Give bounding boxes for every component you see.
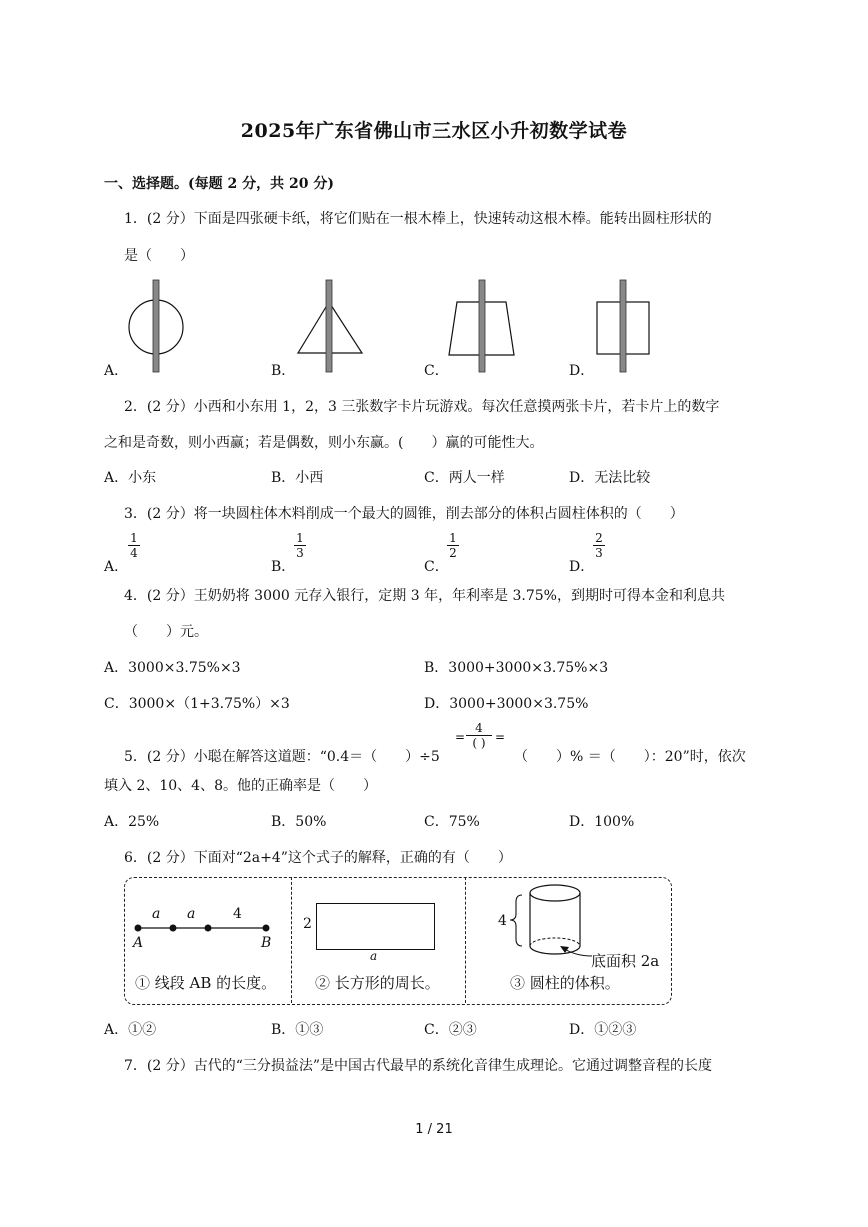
question-2-line2: 之和是奇数，则小西赢；若是偶数，则小东赢。( ）赢的可能性大。: [104, 435, 544, 451]
q6-label-4: 4: [233, 906, 242, 922]
q5-option-a[interactable]: A．25%: [104, 814, 160, 830]
q6-option-a[interactable]: A．①②: [104, 1022, 157, 1038]
q6-rect-side: 2: [303, 916, 312, 932]
question-6-line1: 6．(2 分）下面对“2a+4”这个式子的解释，正确的有（ ）: [124, 850, 512, 866]
section-heading: 一、选择题。(每题 2 分，共 20 分): [104, 176, 334, 192]
q2-option-d[interactable]: D．无法比较: [569, 470, 651, 486]
question-4-line1: 4．(2 分）王奶奶将 3000 元存入银行，定期 3 年，年利率是 3.75%，到期时可得本金和利息共: [124, 588, 725, 604]
q6-rectangle: [316, 903, 435, 950]
question-5-part1: 5．(2 分）小聪在解答这道题：“0.4＝（ ）÷5: [124, 749, 440, 765]
q1-option-d[interactable]: D．: [569, 363, 595, 379]
q6-option-b[interactable]: B．①③: [271, 1022, 324, 1038]
page-title: 2025年广东省佛山市三水区小升初数学试卷: [240, 120, 628, 142]
q3-option-c[interactable]: C．: [424, 559, 449, 575]
question-5-part2: （ ）% ＝（ ）：20”时，依次: [514, 749, 746, 765]
q1-stick-b: [326, 280, 332, 372]
q6-label-a2: a: [187, 906, 196, 922]
q3-option-d[interactable]: D．: [569, 559, 595, 575]
q4-option-c[interactable]: C．3000×（1+3.75%）×3: [104, 696, 290, 712]
q5-fraction: 4 ( ): [466, 721, 492, 750]
q6-divider-2: [465, 877, 466, 1003]
question-5-line2: 填入 2、10、4、8。他的正确率是（ ）: [104, 778, 377, 794]
q6-label-A: A: [133, 935, 144, 951]
q3-fraction-d: $\frac{2}{3}$: [593, 531, 605, 560]
page-number: 1 / 21: [415, 1122, 453, 1137]
q2-option-b[interactable]: B．小西: [271, 470, 324, 486]
q6-rect-bottom: a: [370, 949, 378, 963]
q2-option-a[interactable]: A．小东: [104, 470, 157, 486]
q4-option-b[interactable]: B．3000+3000×3.75%×3: [424, 660, 609, 676]
q6-option-c[interactable]: C．②③: [424, 1022, 477, 1038]
q3-option-a[interactable]: A．: [104, 559, 129, 575]
q6-caption-1: ① 线段 AB 的长度。: [135, 974, 277, 992]
question-1-line1: 1．(2 分）下面是四张硬卡纸，将它们贴在一根木棒上，快速转动这根木棒。能转出圆柱形状的: [124, 211, 712, 227]
q4-option-a[interactable]: A．3000×3.75%×3: [104, 660, 241, 676]
q6-caption-2: ② 长方形的周长。: [315, 974, 440, 992]
q6-caption-3: ③ 圆柱的体积。: [510, 974, 620, 992]
q6-divider-1: [291, 877, 292, 1003]
q1-stick-a: [153, 280, 159, 372]
q3-fraction-a: $\frac{1}{4}$: [128, 531, 140, 560]
q5-option-d[interactable]: D．100%: [569, 814, 635, 830]
q5-equals-2: =: [495, 730, 506, 744]
q6-label-a1: a: [152, 906, 161, 922]
q2-option-c[interactable]: C．两人一样: [424, 470, 505, 486]
q6-label-B: B: [261, 935, 272, 951]
q1-stick-d: [620, 280, 626, 372]
question-4-line2: （ ）元。: [124, 624, 208, 640]
question-1-line2: 是（ ）: [124, 248, 194, 264]
question-3-line1: 3．(2 分）将一块圆柱体木料削成一个最大的圆锥，削去部分的体积占圆柱体积的（ ）: [124, 506, 684, 522]
q5-option-c[interactable]: C．75%: [424, 814, 480, 830]
q1-stick-c: [479, 280, 485, 372]
q4-option-d[interactable]: D．3000+3000×3.75%: [424, 696, 589, 712]
q5-option-b[interactable]: B．50%: [271, 814, 327, 830]
question-2-line1: 2．(2 分）小西和小东用 1，2，3 三张数字卡片玩游戏。每次任意摸两张卡片，若卡片上的数字: [124, 399, 720, 415]
q6-option-d[interactable]: D．①②③: [569, 1022, 637, 1038]
q3-fraction-b: $\frac{1}{3}$: [294, 531, 306, 560]
q1-option-b[interactable]: B．: [271, 363, 296, 379]
q6-cyl-height: 4: [498, 913, 507, 929]
q3-option-b[interactable]: B．: [271, 559, 296, 575]
q1-option-a[interactable]: A．: [104, 363, 129, 379]
q3-fraction-c: $\frac{1}{2}$: [447, 531, 459, 560]
q5-equals-1: =: [455, 730, 466, 744]
question-7-line1: 7．(2 分）古代的“三分损益法”是中国古代最早的系统化音律生成理论。它通过调整音程的长度: [124, 1058, 713, 1074]
q1-option-c[interactable]: C．: [424, 363, 449, 379]
q6-cyl-base: 底面积 2a: [591, 952, 660, 970]
